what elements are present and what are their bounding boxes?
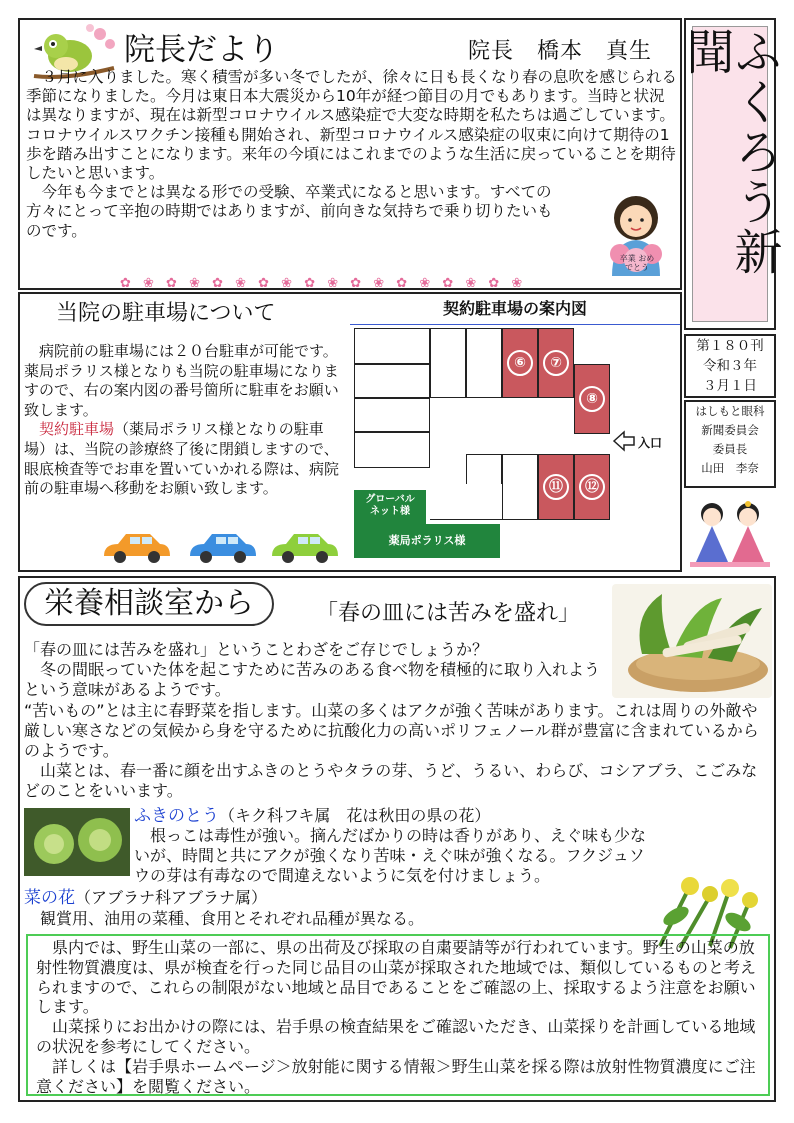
issue-year: 令和３年	[703, 358, 757, 374]
parking-text	[24, 342, 346, 499]
director-column	[18, 18, 682, 290]
fukinotou-note: （キク科フキ属 花は秋田の県の花）	[219, 805, 491, 825]
director-paragraph-2: 今年も今までとは異なる形での受験、卒業式になると思います。すべての方々にとって辛抱の時期ではありますが、前向きな気持ちで乗り切りたいものです。	[26, 183, 553, 240]
parking-lot	[466, 328, 502, 398]
nanohana-text: 観賞用、油用の菜種、食用とそれぞれ品種が異なる。	[24, 908, 425, 928]
lot-boundary	[430, 484, 502, 520]
editor-info	[684, 400, 776, 488]
committee-name: 新聞委員会	[701, 423, 759, 437]
parking-lot	[354, 398, 430, 432]
orange-car-icon	[104, 534, 170, 563]
issue-number: 第１８０刊	[696, 338, 764, 354]
nutrition-section	[18, 576, 776, 1102]
parking-title: 当院の駐車場について	[56, 301, 276, 326]
nutrition-line-1: 「春の皿には苦みを盛れ」ということわざをご存じでしょうか？	[24, 640, 489, 659]
newspaper-title: ふくろう新聞	[678, 27, 782, 277]
parking-lot-7: ⑦	[538, 328, 574, 398]
director-author: 院長 橋本 真生	[468, 39, 653, 64]
parking-lot	[354, 328, 430, 364]
nutrition-subtitle: 「春の皿には苦みを盛れ」	[316, 601, 581, 626]
nutrition-text	[24, 640, 772, 929]
petal-decoration: ✿ ❀ ✿ ❀ ✿ ❀ ✿ ❀ ✿ ❀ ✿ ❀ ✿ ❀ ✿ ❀ ✿ ❀	[120, 276, 527, 291]
nutrition-line-3: “苦いもの”とは主に春野菜を指します。山菜の多くはアクが強く苦味があります。これは周りの外敵や厳しい寒さなどの気候から身を守るために抗酸化力の高いポリフェノール群が豊富に含まれているからのようです。	[24, 700, 759, 761]
parking-lot	[354, 364, 430, 398]
parking-lot	[502, 454, 538, 520]
entrance-arrow-icon	[612, 430, 636, 452]
nutrition-line-2: 冬の間眠っていた体を起こすために苦みのある食べ物を積極的に取り入れようという意味があるようです。	[24, 660, 601, 700]
caution-paragraph-2: 山菜採りにお出かけの際には、岩手県の検査結果をご確認いただき、山菜採りを計画している地域の状況を参考にしてください。	[36, 1017, 756, 1056]
map-title: 契約駐車場の案内図	[442, 299, 587, 318]
caution-paragraph-3: 詳しくは【岩手県ホームページ＞放射能に関する情報＞野生山菜を採る際は放射性物質濃度にご注意ください】を閲覧ください。	[36, 1056, 756, 1096]
parking-lot	[430, 328, 466, 398]
chair-role: 委員長	[712, 442, 748, 456]
director-message	[26, 68, 678, 241]
director-paragraph-1: ３月に入りました。寒く積雪が多い冬でしたが、徐々に日も長くなり春の息吹を感じられる季節になりました。今月は東日本大震災から10年が経つ節目の月でもあります。当時と状況は異なりますが、現在は新型コロナウイルス感染症で大変な時期を私たちは過ごしています。コロナウイルスワクチン接種も開始され、新型コロナウイルス感染症の収束に向けて期待の1歩を踏み出すことになります。来年の今頃にはこれまでのような生活に戻っていることを期待したいと思います。	[26, 68, 678, 183]
parking-lot-12: ⑫	[574, 454, 610, 520]
nutrition-line-4: 山菜とは、春一番に顔を出すふきのとうやタラの芽、うど、うるい、わらび、コシアブラ、こごみなどのことをいいます。	[24, 761, 758, 801]
global-net-building: グローバル ネット様	[354, 490, 426, 524]
entrance-label: 入口	[638, 436, 663, 450]
director-title: 院長だより	[124, 32, 279, 68]
parking-lot-8: ⑧	[574, 364, 610, 434]
fukinotou-name: ふきのとう	[134, 805, 219, 826]
issue-date: ３月１日	[703, 378, 757, 394]
parking-lot	[354, 432, 430, 468]
contract-parking-label: 契約駐車場	[24, 420, 115, 439]
nanohana-note: （アブラナ科アブラナ属）	[75, 888, 268, 908]
clinic-name: はしもと眼科	[695, 404, 765, 418]
fukinotou-text: 根っこは毒性が強い。摘んだばかりの時は香りがあり、えぐ味も少ないが、時間と共にアクが強くなり苦味・えぐ味が強くなる。フクジュソウの芽は有毒なので間違えないように気を付けましょう。	[134, 825, 647, 886]
parking-map	[350, 294, 680, 568]
newspaper-masthead	[678, 18, 782, 330]
parking-lot-6: ⑥	[502, 328, 538, 398]
nanohana-name: 菜の花	[24, 888, 75, 909]
hina-dolls-illustration	[688, 492, 774, 568]
masthead-panel	[678, 26, 782, 322]
blue-car-icon	[190, 534, 256, 563]
parking-paragraph-1: 病院前の駐車場には２０台駐車が可能です。薬局ポラリス様となりも当院の駐車場になりますので、右の案内図の番号箇所に駐車をお願い致します。	[24, 342, 339, 419]
graduation-badge: 卒業 おめでとう	[619, 254, 655, 272]
caution-box	[26, 934, 770, 1096]
green-car-icon	[272, 534, 338, 563]
chair-name: 山田 李奈	[701, 461, 759, 475]
parking-section	[18, 292, 682, 572]
caution-paragraph-1: 県内では、野生山菜の一部に、県の出荷及び採取の自粛要請等が行われています。野生の山菜の放射性物質濃度は、県が検査を行った同じ品目の山菜が採取された地域では、類似しているものと考えられますので、これらの制限がない地域と品目であることをご確認の上、採取するよう注意をお願いします。	[36, 938, 757, 1017]
issue-info	[684, 334, 776, 398]
cars-illustration	[100, 526, 340, 566]
nutrition-heading: 栄養相談室から	[24, 582, 274, 626]
parking-lot-11: ⑪	[538, 454, 574, 520]
parking-paragraph-2: 契約駐車場（薬局ポラリス様となりの駐車場）は、当院の診療終了後に閉鎖しますので、眼底検査等でお車を置いていかれる際は、病院前の駐車場へ移動をお願い致します。	[24, 420, 340, 498]
fukinotou-photo	[24, 808, 130, 876]
polaris-pharmacy-building: 薬局ポラリス様	[354, 524, 500, 558]
